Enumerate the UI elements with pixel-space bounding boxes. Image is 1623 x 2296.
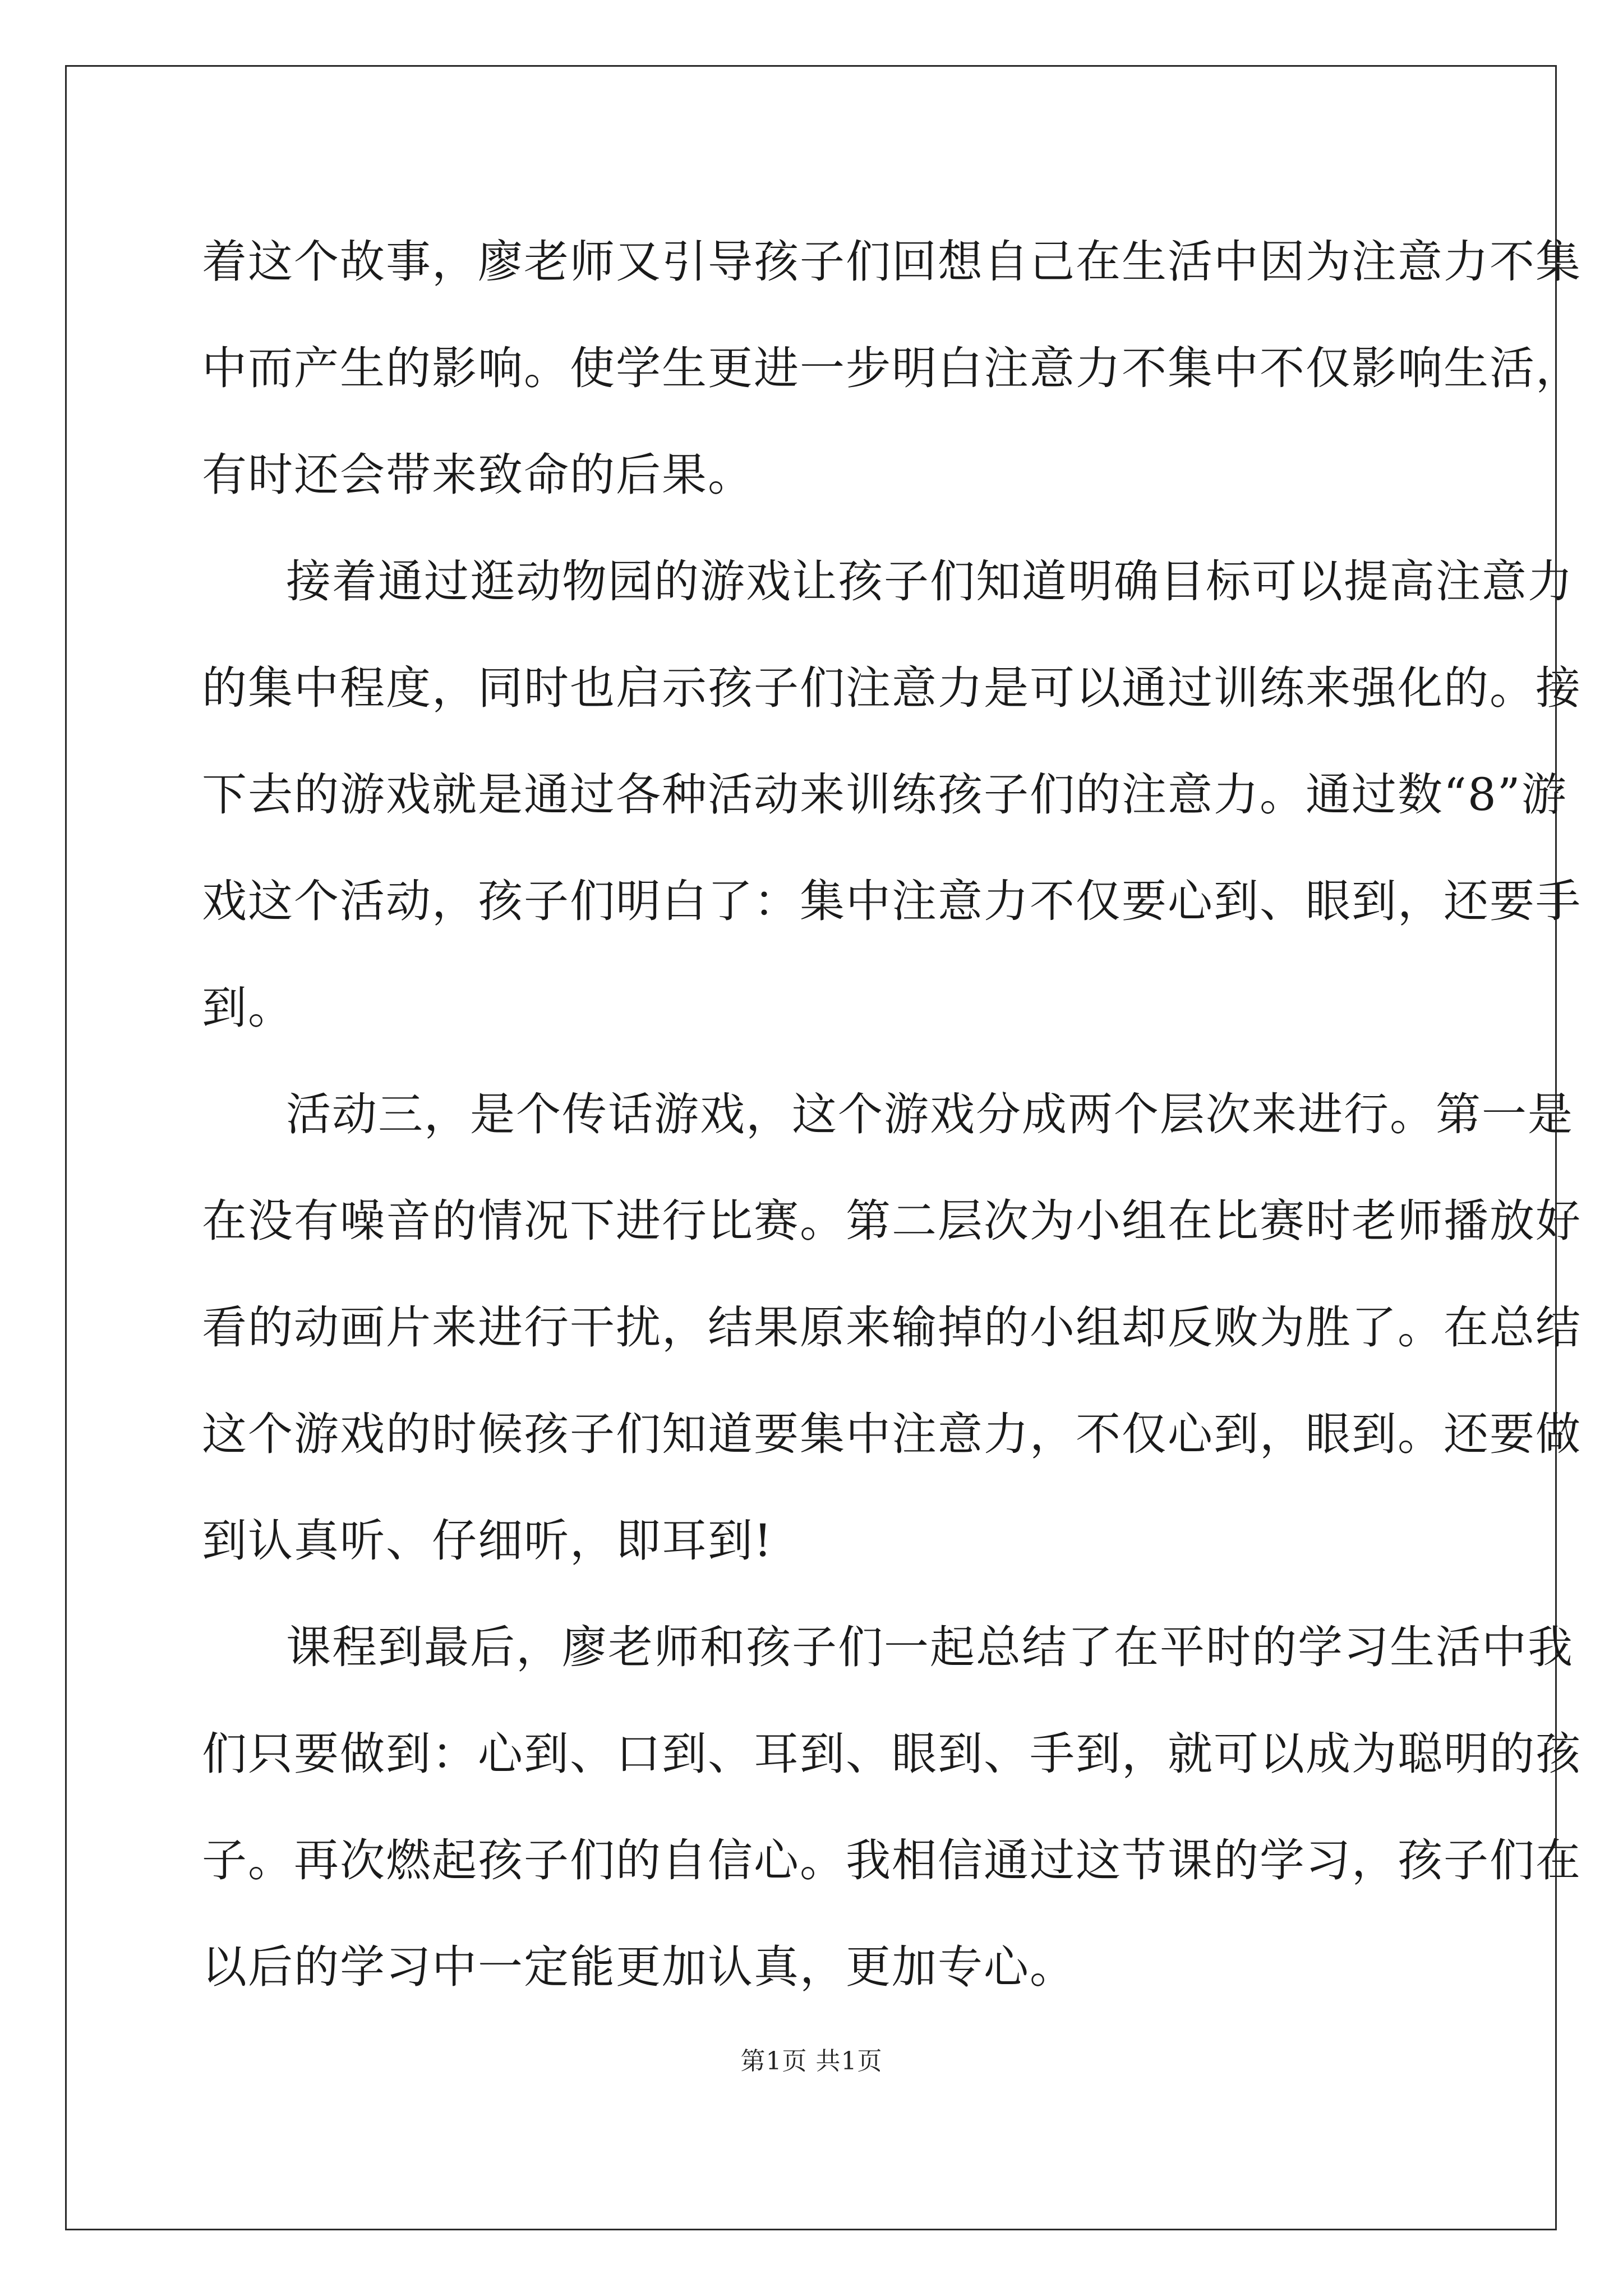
paragraph-start-line: 活动三，是个传话游戏，这个游戏分成两个层次来进行。第一是 <box>286 1088 1574 1140</box>
text-line: 的集中程度，同时也启示孩子们注意力是可以通过训练来强化的。接 <box>202 662 1581 714</box>
text-line: 到。 <box>202 982 294 1034</box>
text-line: 下去的游戏就是通过各种活动来训练孩子们的注意力。通过数“8”游 <box>202 769 1567 821</box>
text-line: 这个游戏的时候孩子们知道要集中注意力，不仅心到，眼到。还要做 <box>202 1408 1581 1460</box>
text-line: 在没有噪音的情况下进行比赛。第二层次为小组在比赛时老师播放好 <box>202 1195 1581 1247</box>
paragraph-start-line: 课程到最后，廖老师和孩子们一起总结了在平时的学习生活中我 <box>286 1621 1574 1673</box>
page-number: 第1页 共1页 <box>740 2047 883 2076</box>
text-line: 以后的学习中一定能更加认真，更加专心。 <box>202 1941 1076 1993</box>
text-line: 到认真听、仔细听，即耳到! <box>202 1515 773 1567</box>
text-line: 有时还会带来致命的后果。 <box>202 449 754 501</box>
text-line: 们只要做到：心到、口到、耳到、眼到、手到，就可以成为聪明的孩 <box>202 1728 1581 1780</box>
document-body <box>202 209 1581 2021</box>
text-line: 子。再次燃起孩子们的自信心。我相信通过这节课的学习，孩子们在 <box>202 1834 1581 1887</box>
paragraph-start-line: 接着通过逛动物园的游戏让孩子们知道明确目标可以提高注意力 <box>286 555 1574 608</box>
text-line: 着这个故事，廖老师又引导孩子们回想自己在生活中因为注意力不集 <box>202 236 1581 288</box>
text-line: 中而产生的影响。使学生更进一步明白注意力不集中不仅影响生活， <box>202 342 1581 394</box>
text-line: 戏这个活动，孩子们明白了：集中注意力不仅要心到、眼到，还要手 <box>202 875 1581 927</box>
text-line: 看的动画片来进行干扰，结果原来输掉的小组却反败为胜了。在总结 <box>202 1301 1581 1354</box>
